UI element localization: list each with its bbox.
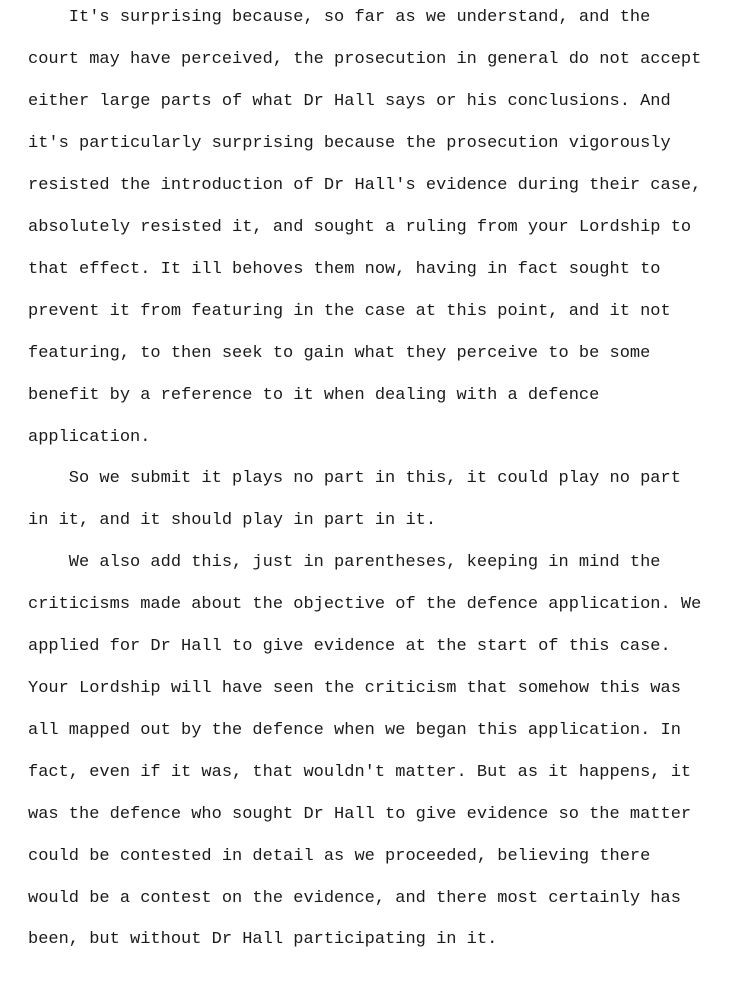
transcript-line: fact, even if it was, that wouldn't matter. But as it happens, it bbox=[28, 763, 692, 782]
transcript-line: absolutely resisted it, and sought a ruling from your Lordship to bbox=[28, 218, 692, 237]
transcript-line: it's particularly surprising because the prosecution vigorously bbox=[28, 134, 671, 153]
transcript-line: applied for Dr Hall to give evidence at the start of this case. bbox=[28, 637, 671, 656]
transcript-line: So we submit it plays no part in this, it could play no part bbox=[28, 469, 681, 488]
transcript-line: resisted the introduction of Dr Hall's evidence during their case, bbox=[28, 176, 702, 195]
transcript-line: that effect. It ill behoves them now, having in fact sought to bbox=[28, 260, 661, 279]
transcript-line: Your Lordship will have seen the criticism that somehow this was bbox=[28, 679, 681, 698]
transcript-line: either large parts of what Dr Hall says or his conclusions. And bbox=[28, 92, 671, 111]
transcript-line: application. bbox=[28, 428, 151, 447]
transcript-line: criticisms made about the objective of the defence application. We bbox=[28, 595, 702, 614]
transcript-line: in it, and it should play in part in it. bbox=[28, 511, 437, 530]
transcript-line: featuring, to then seek to gain what they perceive to be some bbox=[28, 344, 651, 363]
transcript-line: court may have perceived, the prosecution in general do not accept bbox=[28, 50, 702, 69]
transcript-line: all mapped out by the defence when we began this application. In bbox=[28, 721, 681, 740]
transcript-line: been, but without Dr Hall participating in it. bbox=[28, 930, 498, 949]
transcript-line: was the defence who sought Dr Hall to give evidence so the matter bbox=[28, 805, 692, 824]
transcript-line: could be contested in detail as we proceeded, believing there bbox=[28, 847, 651, 866]
transcript-line: We also add this, just in parentheses, keeping in mind the bbox=[28, 553, 661, 572]
transcript-line: benefit by a reference to it when dealing with a defence bbox=[28, 386, 600, 405]
transcript-line: It's surprising because, so far as we understand, and the bbox=[28, 8, 651, 27]
transcript-line: prevent it from featuring in the case at this point, and it not bbox=[28, 302, 671, 321]
transcript-line: would be a contest on the evidence, and there most certainly has bbox=[28, 889, 681, 908]
